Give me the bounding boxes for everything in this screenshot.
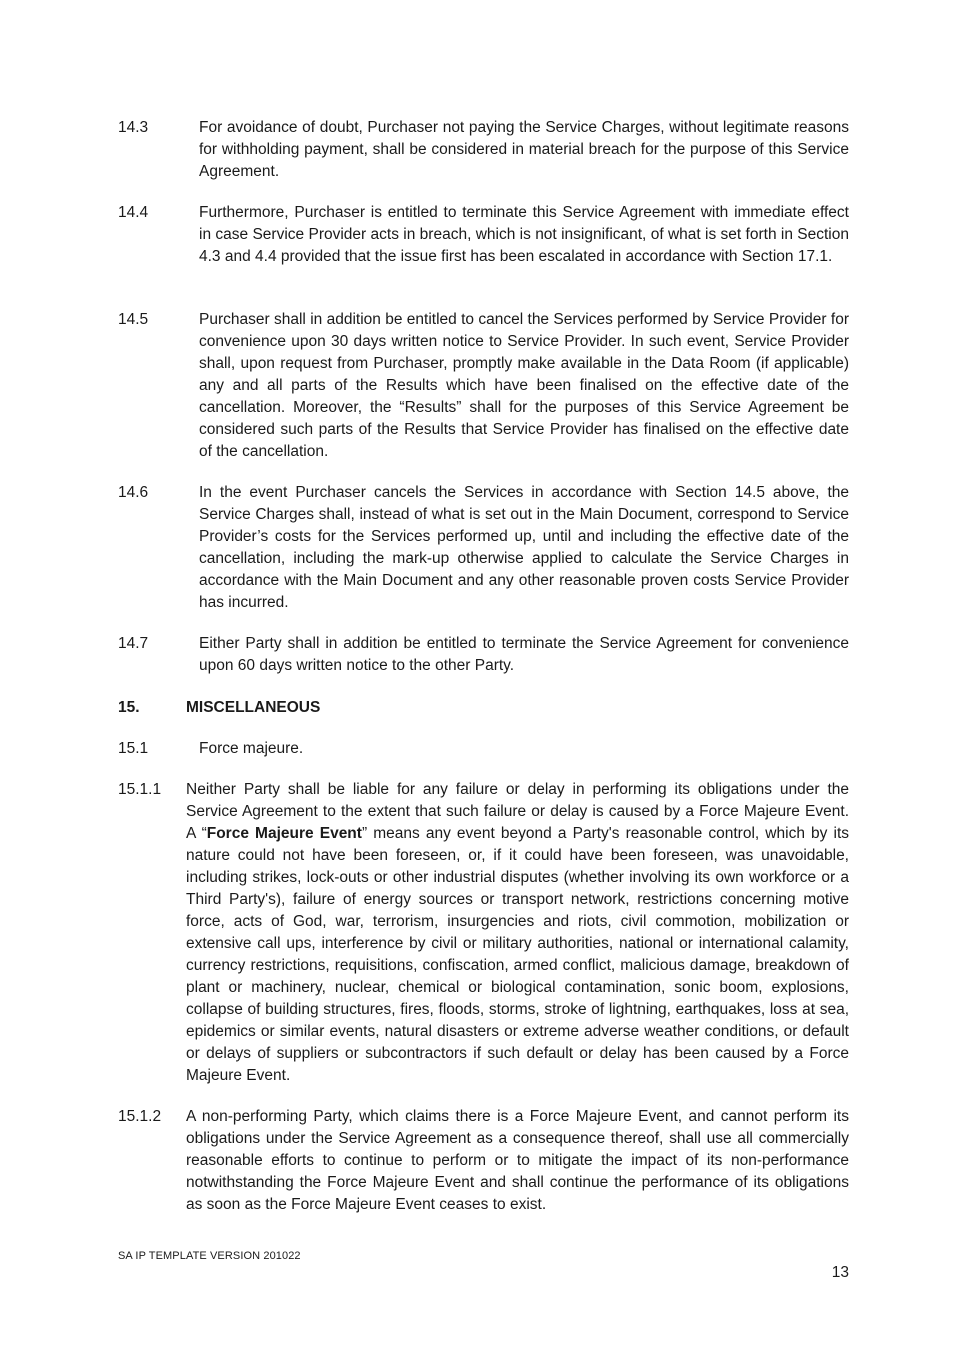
clause-text: A non-performing Party, which claims there is a Force Majeure Event, and cannot perform its obligations under the Service Agreement as a consequence thereof, shall use all commercially reasonable efforts to continue to perform or to mitigate the impact of its non-performance notwithstanding the Force Majeure Event and shall continue the performance of its obligations as soon as the Force Majeure Event ceases to exist. — [186, 1108, 849, 1213]
clause-number: 14.5 — [118, 311, 149, 328]
section-heading-15 — [118, 697, 849, 719]
clause-number: 14.7 — [118, 635, 149, 652]
clause-text-after: ” means any event beyond a Party's reasonable control, which by its nature could not have been foreseen, or, if it could have been foreseen, was unavoidable, including strikes, lock-outs or other industrial disputes (whether involving its own workforce or a Third Party's), failure of energy sources or transport network, restrictions concerning motive force, acts of God, war, terrorism, insurgencies and riots, civil commotion, mobilization or extensive call ups, interference by civil or military authorities, national or international calamity, currency restrictions, requisitions, confiscation, armed conflict, malicious damage, breakdown of plant or machinery, nuclear, chemical or biological contamination, sonic boom, explosions, collapse of building structures, fires, floods, storms, stroke of lightning, earthquakes, loss at sea, epidemics or similar events, natural disasters or extreme adverse weather conditions, or default or delays of suppliers or subcontractors if such default or delay has been caused by a Force Majeure Event. — [186, 825, 850, 1084]
clause-number: 15.1.1 — [118, 781, 162, 798]
section-title: MISCELLANEOUS — [186, 699, 321, 716]
clause-text: For avoidance of doubt, Purchaser not paying the Service Charges, without legitimate reasons for withholding payment, shall be considered in material breach for the purpose of this Service Agreement. — [199, 119, 849, 180]
footer-template-version: SA IP TEMPLATE VERSION 201022 — [118, 1250, 301, 1262]
page-number: 13 — [831, 1264, 849, 1281]
clause-14-4 — [118, 202, 849, 268]
clause-15-1 — [118, 738, 849, 760]
clause-number: 15.1 — [118, 740, 149, 757]
clause-14-5 — [118, 309, 849, 463]
section-number: 15. — [118, 699, 140, 716]
clause-number: 14.3 — [118, 119, 149, 136]
clause-text: In the event Purchaser cancels the Services in accordance with Section 14.5 above, the Service Charges shall, instead of what is set out in the Main Document, correspond to Service Provider’s costs for the Services performed up, until and including the effective date of the cancellation, including the mark-up otherwise applied to calculate the Service Charges in accordance with the Main Document and any other reasonable proven costs Service Provider has incurred. — [199, 484, 849, 611]
clause-14-6 — [118, 482, 849, 614]
clause-text-before: Neither Party shall be liable for any failure or delay in performing its obligations under the Service Agreement to the extent that such failure or delay is caused by a Force Majeure Event. A “ — [186, 781, 849, 842]
clause-number: 15.1.2 — [118, 1108, 162, 1125]
clause-text: Either Party shall in addition be entitled to terminate the Service Agreement for convenience upon 60 days written notice to the other Party. — [199, 635, 849, 674]
defined-term: Force Majeure Event — [206, 825, 362, 842]
clause-number: 14.6 — [118, 484, 149, 501]
clause-text: Furthermore, Purchaser is entitled to terminate this Service Agreement with immediate effect in case Service Provider acts in breach, which is not insignificant, of what is set forth in Section 4.3 and 4.4 provided that the issue first has been escalated in accordance with Section 17.1. — [199, 204, 849, 265]
clause-15-1-1 — [118, 779, 849, 1087]
clause-14-3 — [118, 117, 849, 183]
clause-text: Purchaser shall in addition be entitled to cancel the Services performed by Service Provider for convenience upon 30 days written notice to Service Provider. In such event, Service Provider shall, upon request from Purchaser, promptly make available in the Data Room (if applicable) any and all parts of the Results which have been finalised on the effective date of the cancellation. Moreover, the “Results” shall for the purposes of this Service Agreement be considered such parts of the Results that Service Provider has finalised on the effective date of the cancellation. — [199, 311, 849, 460]
clause-text — [186, 779, 849, 1087]
clause-15-1-2 — [118, 1106, 849, 1216]
clause-14-7 — [118, 633, 849, 677]
clause-number: 14.4 — [118, 204, 149, 221]
clause-text: Force majeure. — [199, 740, 304, 757]
